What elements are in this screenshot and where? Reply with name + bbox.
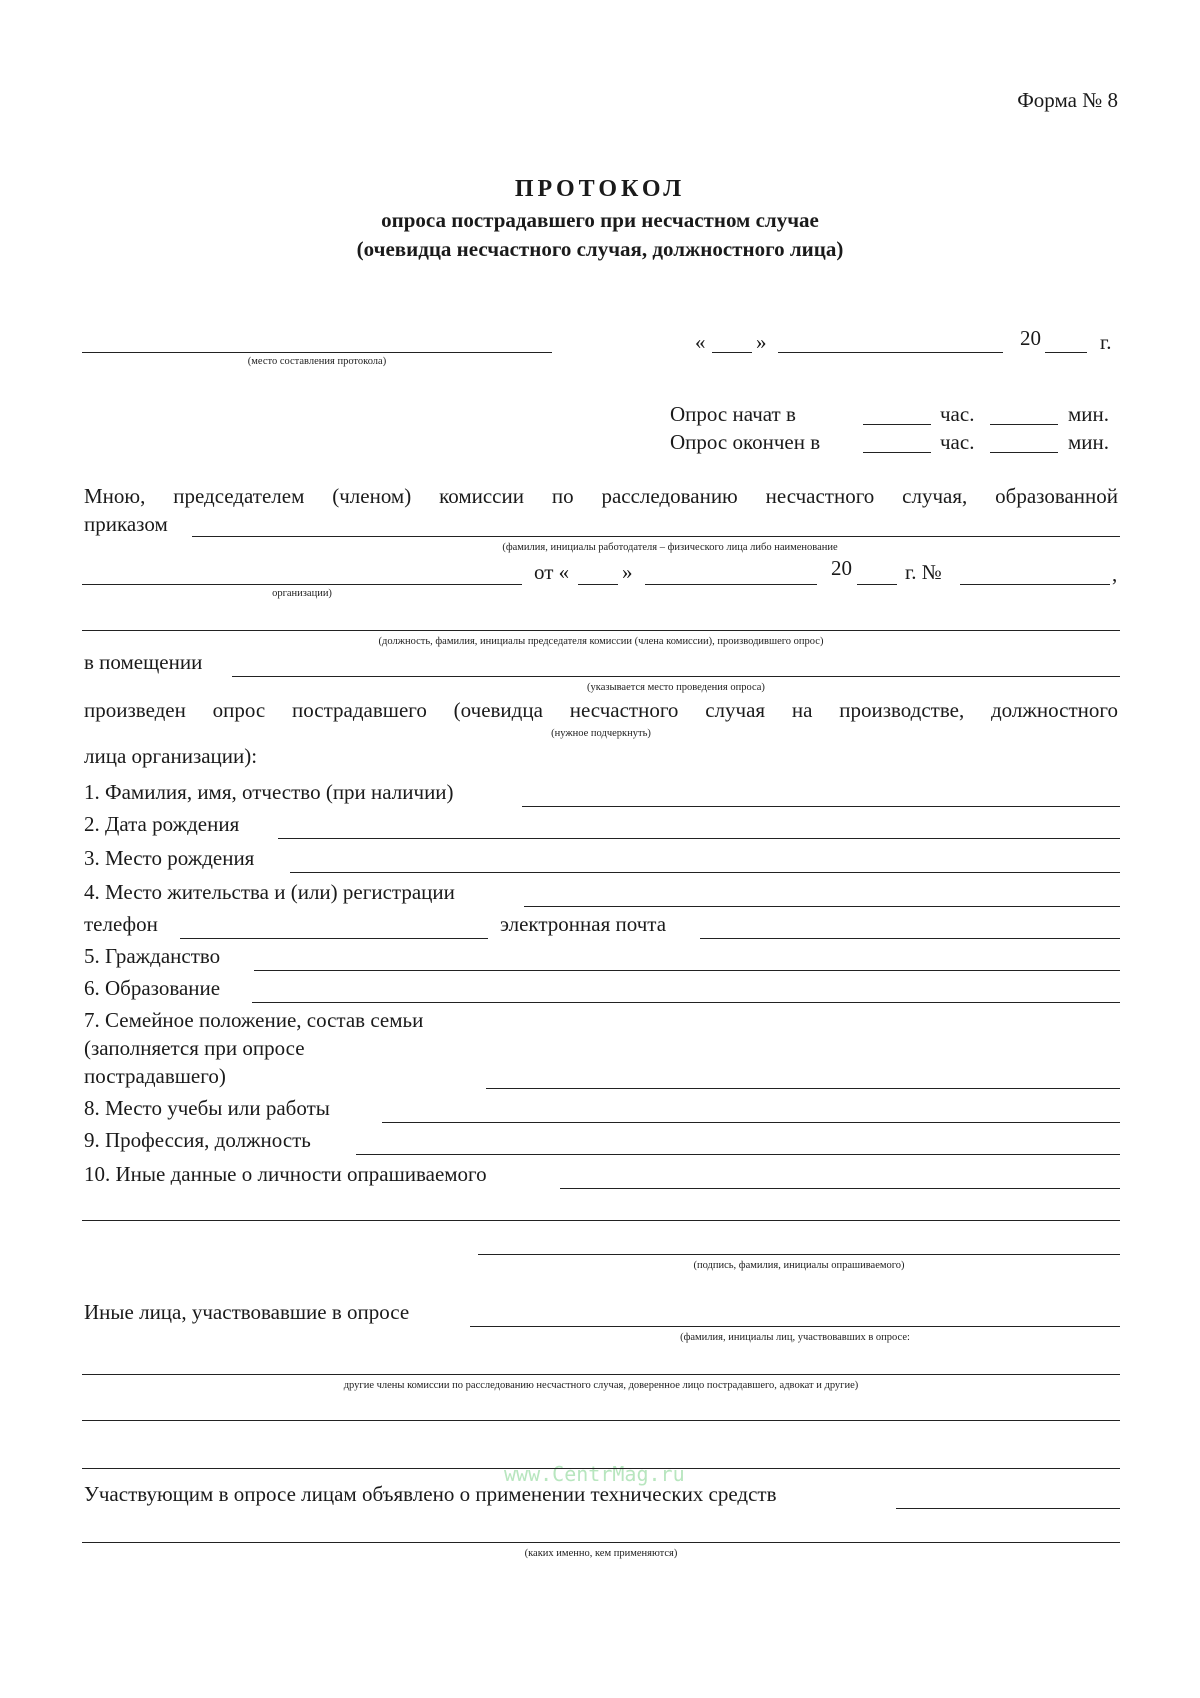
field-2-label: 2. Дата рождения <box>84 812 240 836</box>
document-subtitle-2: (очевидца несчастного случая, должностного лица) <box>356 237 844 261</box>
tech-label: Участвующим в опросе лицам объявлено о применении технических средств <box>84 1482 777 1506</box>
start-hours-field[interactable] <box>863 424 931 425</box>
date-quote-close: » <box>756 330 767 354</box>
place-caption: (место составления протокола) <box>247 356 387 367</box>
document-subtitle-1: опроса пострадавшего при несчастном случае <box>381 208 819 232</box>
tech-field-2[interactable] <box>82 1542 1120 1543</box>
education-field[interactable] <box>252 1002 1120 1003</box>
order-year-prefix: 20 <box>831 556 852 580</box>
field-7-label: 7. Семейное положение, состав семьи <box>84 1008 424 1032</box>
date-year-prefix: 20 <box>1020 326 1041 350</box>
order-year-field[interactable] <box>857 584 897 585</box>
intro-line-1: Мною, председателем (членом) комиссии по расследованию несчастного случая, образованной <box>84 484 1118 508</box>
email-field[interactable] <box>700 938 1120 939</box>
employer-field[interactable] <box>192 536 1120 537</box>
order-comma: , <box>1112 562 1118 586</box>
intro-line-2: приказом <box>84 512 168 536</box>
date-month-field[interactable] <box>778 352 1003 353</box>
employer-caption: (фамилия, инициалы работодателя – физического лица либо наименование <box>502 542 838 553</box>
workplace-field[interactable] <box>382 1122 1120 1123</box>
signature-caption: (подпись, фамилия, инициалы опрашиваемого) <box>693 1260 905 1271</box>
date-year-field[interactable] <box>1045 352 1087 353</box>
tech-field[interactable] <box>896 1508 1120 1509</box>
phone-label: телефон <box>84 912 158 936</box>
field-6-label: 6. Образование <box>84 976 221 1000</box>
others-field-4[interactable] <box>82 1468 1120 1469</box>
document-title: ПРОТОКОЛ <box>514 176 686 202</box>
end-label: Опрос окончен в <box>670 430 821 454</box>
field-4-label: 4. Место жительства и (или) регистрации <box>84 880 455 904</box>
conducted-line-1: произведен опрос пострадавшего (очевидца несчастного случая на производстве, должностного <box>84 698 1118 722</box>
field-7-note-2: пострадавшего) <box>84 1064 226 1088</box>
premises-caption: (указывается место проведения опроса) <box>587 682 765 693</box>
order-from-label: от « <box>534 560 570 584</box>
signature-field[interactable] <box>478 1254 1120 1255</box>
profession-field[interactable] <box>356 1154 1120 1155</box>
premises-label: в помещении <box>84 650 203 674</box>
others-caption-1: (фамилия, инициалы лиц, участвовавших в опросе: <box>680 1332 910 1343</box>
premises-field[interactable] <box>232 676 1120 677</box>
field-3-label: 3. Место рождения <box>84 846 255 870</box>
tech-caption: (каких именно, кем применяются) <box>524 1548 678 1559</box>
email-label: электронная почта <box>500 912 667 936</box>
others-label: Иные лица, участвовавшие в опросе <box>84 1300 410 1324</box>
end-hours-unit: час. <box>940 430 975 454</box>
start-minutes-field[interactable] <box>990 424 1058 425</box>
end-minutes-unit: мин. <box>1068 430 1110 454</box>
other-data-field[interactable] <box>560 1188 1120 1189</box>
field-5-label: 5. Гражданство <box>84 944 221 968</box>
start-label: Опрос начат в <box>670 402 796 426</box>
full-name-field[interactable] <box>522 806 1120 807</box>
date-year-suffix: г. <box>1100 330 1112 354</box>
order-day-field[interactable] <box>578 584 618 585</box>
member-caption: (должность, фамилия, инициалы председателя комиссии (члена комиссии), производившего опрос) <box>378 636 824 647</box>
field-1-label: 1. Фамилия, имя, отчество (при наличии) <box>84 780 454 804</box>
date-day-field[interactable] <box>712 352 752 353</box>
order-month-field[interactable] <box>645 584 817 585</box>
place-field[interactable] <box>82 352 552 353</box>
others-field-3[interactable] <box>82 1420 1120 1421</box>
organization-field[interactable] <box>82 584 522 585</box>
end-hours-field[interactable] <box>863 452 931 453</box>
member-field[interactable] <box>82 630 1120 631</box>
others-field-2[interactable] <box>82 1374 1120 1375</box>
order-number-field[interactable] <box>960 584 1110 585</box>
others-field[interactable] <box>470 1326 1120 1327</box>
field-7-note-1: (заполняется при опросе <box>84 1036 305 1060</box>
end-minutes-field[interactable] <box>990 452 1058 453</box>
phone-field[interactable] <box>180 938 488 939</box>
form-number: Форма № 8 <box>1017 88 1118 112</box>
organization-caption: организации) <box>272 588 332 599</box>
other-data-field-2[interactable] <box>82 1220 1120 1221</box>
start-hours-unit: час. <box>940 402 975 426</box>
underline-caption: (нужное подчеркнуть) <box>551 728 651 739</box>
birth-place-field[interactable] <box>290 872 1120 873</box>
field-9-label: 9. Профессия, должность <box>84 1128 311 1152</box>
field-8-label: 8. Место учебы или работы <box>84 1096 330 1120</box>
family-status-field[interactable] <box>486 1088 1120 1089</box>
others-caption-2: другие члены комиссии по расследованию несчастного случая, доверенное лицо пострадавшего, адвокат и другие) <box>343 1380 859 1391</box>
order-number-label: г. № <box>905 560 942 584</box>
conducted-line-2: лица организации): <box>84 744 258 768</box>
start-minutes-unit: мин. <box>1068 402 1110 426</box>
date-quote-open: « <box>695 330 706 354</box>
order-quote-close: » <box>622 560 633 584</box>
watermark: www.CentrMag.ru <box>504 1462 685 1486</box>
residence-field[interactable] <box>524 906 1120 907</box>
citizenship-field[interactable] <box>254 970 1120 971</box>
field-10-label: 10. Иные данные о личности опрашиваемого <box>84 1162 487 1186</box>
birth-date-field[interactable] <box>278 838 1120 839</box>
